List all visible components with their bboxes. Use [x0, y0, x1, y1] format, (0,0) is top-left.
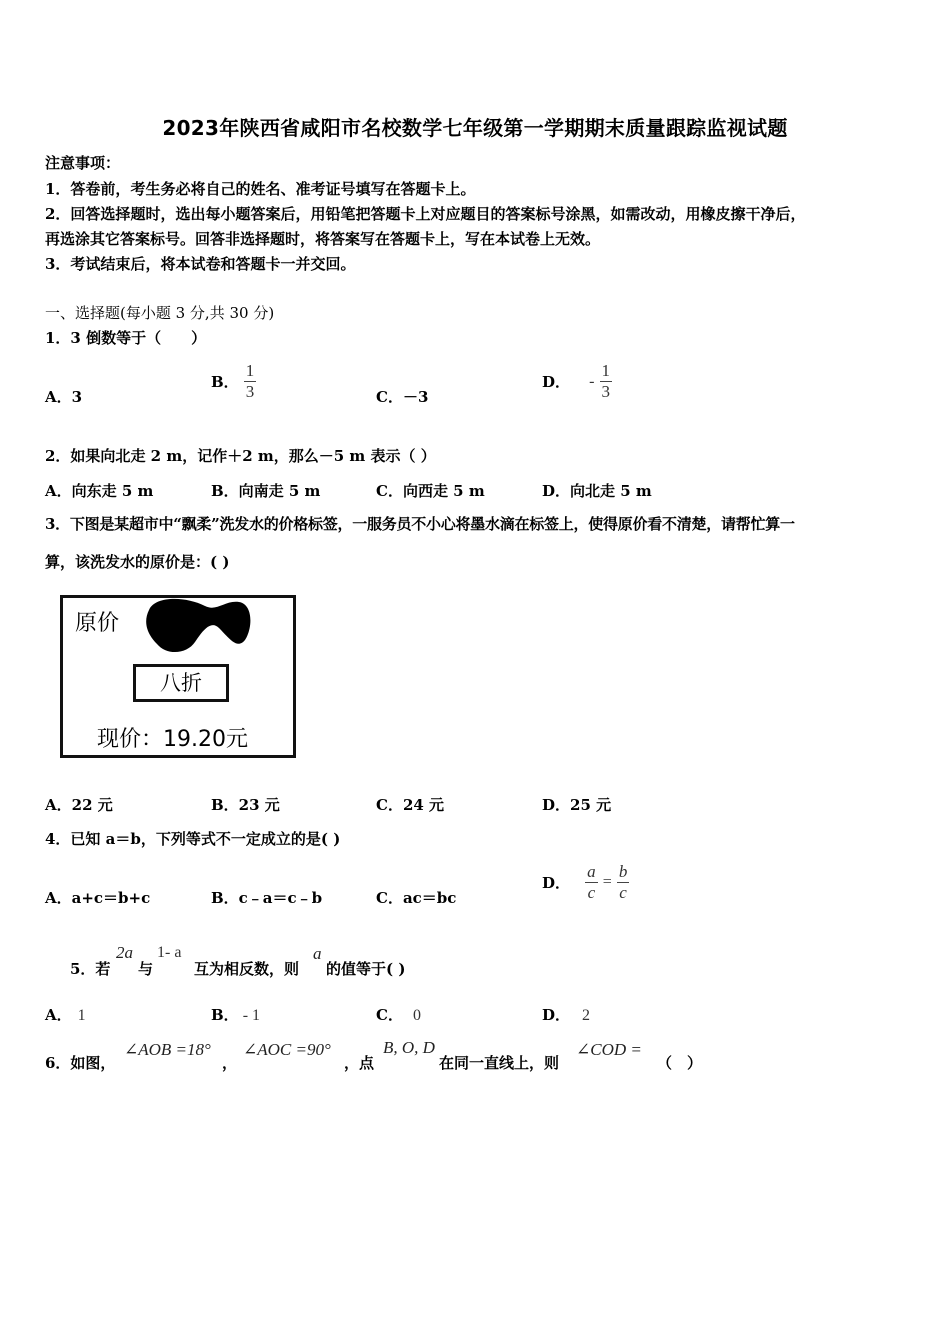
q5-option-a-label: A．	[45, 1006, 72, 1024]
q5-mid-1: 与	[138, 960, 154, 978]
q1-d-sign: -	[589, 372, 595, 390]
q2-option-c: C．向西走 5 m	[376, 482, 485, 500]
q4-d-numerator-left: a	[587, 862, 596, 881]
q5-option-a-value: 1	[77, 1007, 86, 1024]
q5-option-b-label: B．	[211, 1006, 239, 1024]
q2-option-d: D．向北走 5 m	[542, 482, 652, 500]
q2-option-b: B．向南走 5 m	[211, 482, 321, 500]
q2-option-a: A．向东走 5 m	[45, 482, 154, 500]
price-tag-figure	[60, 595, 296, 758]
q4-d-denominator-left: c	[587, 883, 596, 902]
q1-option-b-label: B．	[211, 373, 239, 391]
q4-option-d-label: D．	[542, 874, 571, 892]
q5-option-d-label: D．	[542, 1006, 571, 1024]
q3-option-d: D．25 元	[542, 796, 612, 814]
q1-option-d-fraction	[600, 361, 613, 402]
q3-stem-line2: 算，该洗发水的原价是：( )	[45, 553, 230, 571]
q4-d-fraction-right	[617, 862, 630, 903]
q1-option-a: A．3	[45, 388, 83, 406]
q5-option-c-label: C．	[376, 1006, 403, 1024]
q5-expr-1-minus-a: 1- a	[157, 944, 182, 961]
q1-stem: 1．3 倒数等于（ ）	[45, 329, 207, 347]
q5-var-a: a	[313, 944, 322, 963]
q6-angle-cod: ∠COD =	[576, 1040, 642, 1059]
notes-item-3: 3．考试结束后，将本试卷和答题卡一并交回。	[45, 255, 356, 273]
q6-points: B, O, D	[383, 1038, 435, 1057]
q5-mid-2: 互为相反数，则	[194, 960, 300, 978]
q2-stem: 2．如果向北走 2 m，记作＋2 m，那么－5 m 表示（ ）	[45, 447, 436, 465]
q6-angle-aob: ∠AOB =18°	[124, 1040, 211, 1059]
q4-option-c: C．ac＝bc	[376, 889, 457, 907]
q4-d-numerator-right: b	[618, 862, 628, 881]
q1-option-b	[211, 361, 256, 402]
page-title: 2023年陕西省咸阳市名校数学七年级第一学期期末质量跟踪监视试题	[162, 116, 788, 140]
notes-item-2-cont: 再选涂其它答案标号。回答非选择题时，将答案写在答题卡上，写在本试卷上无效。	[45, 230, 601, 248]
q5-option-c	[376, 1004, 421, 1025]
q6-mid: 在同一直线上，则	[439, 1054, 560, 1072]
q3-option-b: B．23 元	[211, 796, 280, 814]
q4-option-b: B．c﹣a＝c﹣b	[211, 889, 323, 907]
q4-d-equals: =	[602, 873, 612, 891]
q5-option-b	[211, 1004, 260, 1025]
q1-option-b-fraction	[244, 361, 257, 402]
q4-d-denominator-right: c	[619, 883, 627, 902]
q1-option-d-label: D．	[542, 373, 571, 391]
q3-option-a: A．22 元	[45, 796, 113, 814]
q1-option-d	[542, 361, 612, 402]
q3-stem-line1: 3．下图是某超市中“飘柔”洗发水的价格标签，一服务员不小心将墨水滴在标签上，使得原价看不清楚，请帮忙算一	[45, 515, 795, 533]
q3-option-c: C．24 元	[376, 796, 445, 814]
price-tag-current-price: 现价：19.20元	[97, 727, 248, 752]
q5-suffix: 的值等于( )	[326, 960, 406, 978]
q6-sep-2: ，点	[344, 1054, 375, 1072]
q5-option-d-value: 2	[582, 1007, 591, 1024]
section-heading: 一、选择题(每小题 3 分,共 30 分)	[45, 304, 275, 322]
q4-stem: 4．已知 a＝b，下列等式不一定成立的是( )	[45, 830, 341, 848]
q6-prefix: 6．如图，	[45, 1054, 116, 1072]
price-tag-original-label: 原价	[75, 611, 120, 636]
q1-b-numerator: 1	[245, 361, 255, 380]
notes-heading: 注意事项：	[45, 154, 121, 172]
notes-item-1: 1．答卷前，考生务必将自己的姓名、准考证号填写在答题卡上。	[45, 180, 476, 198]
q5-prefix: 5．若	[70, 960, 111, 978]
discount-box: 八折	[133, 664, 229, 702]
q4-d-fraction-left	[585, 862, 598, 903]
q6-suffix: （ ）	[657, 1054, 703, 1072]
q5-option-a	[45, 1004, 86, 1025]
q5-option-b-value: - 1	[242, 1007, 261, 1024]
q1-d-denominator: 3	[601, 382, 611, 401]
q6-sep-1: ，	[222, 1054, 238, 1072]
q6-angle-aoc: ∠AOC =90°	[243, 1040, 331, 1059]
ink-blot-icon	[145, 598, 255, 653]
q4-option-d	[542, 862, 629, 903]
q5-expr-2a: 2a	[116, 943, 133, 962]
q5-option-d	[542, 1004, 590, 1025]
q4-option-a: A．a+c＝b+c	[45, 889, 151, 907]
q5-option-c-value: 0	[412, 1007, 421, 1024]
notes-item-2: 2．回答选择题时，选出每小题答案后，用铅笔把答题卡上对应题目的答案标号涂黑，如需改动，用橡皮擦干净后，	[45, 205, 806, 223]
q1-b-denominator: 3	[245, 382, 255, 401]
q1-d-numerator: 1	[601, 361, 611, 380]
q1-option-c: C．－3	[376, 388, 429, 406]
